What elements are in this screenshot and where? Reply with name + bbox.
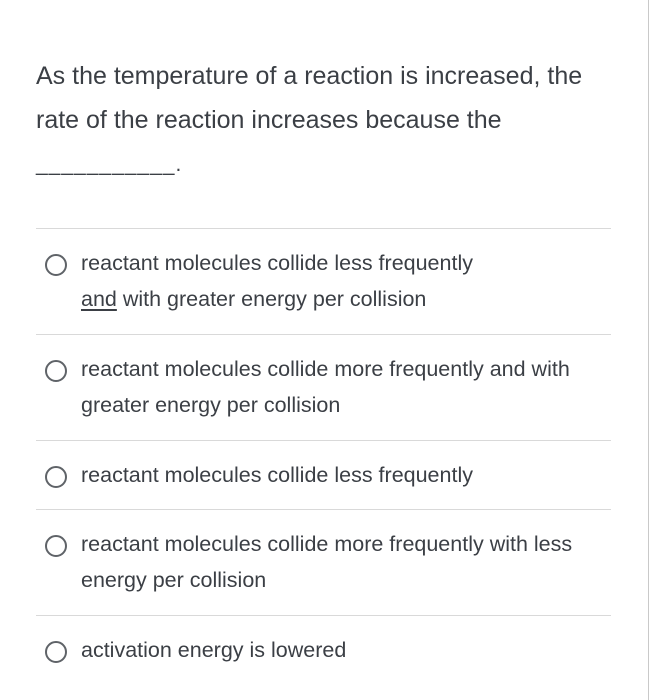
radio-button-icon[interactable] [45, 466, 67, 488]
option-4[interactable] [36, 509, 611, 615]
radio-button-icon[interactable] [45, 360, 67, 382]
question-block [36, 54, 626, 182]
radio-button-icon[interactable] [45, 641, 67, 663]
option-label: reactant molecules collide less frequently [81, 463, 473, 487]
option-label: reactant molecules collide more frequently with less energy per collision [81, 532, 573, 592]
answer-blank: ___________. [36, 153, 183, 176]
option-label-part: with greater energy per collision [116, 287, 427, 311]
option-label-part: reactant molecules collide less frequently [81, 251, 473, 275]
option-label-underlined: and [81, 287, 117, 311]
option-label [81, 245, 473, 317]
panel-border [648, 0, 649, 700]
option-label: reactant molecules collide more frequently and with greater energy per collision [81, 357, 570, 417]
radio-button-icon[interactable] [45, 535, 67, 557]
option-3[interactable] [36, 440, 611, 509]
option-5[interactable] [36, 615, 611, 684]
question-prompt: As the temperature of a reaction is increased, the rate of the reaction increases because the [36, 62, 583, 134]
option-2[interactable] [36, 334, 611, 440]
radio-button-icon[interactable] [45, 254, 67, 276]
option-label: activation energy is lowered [81, 638, 347, 662]
option-1[interactable] [36, 228, 611, 334]
answer-options [36, 228, 611, 684]
